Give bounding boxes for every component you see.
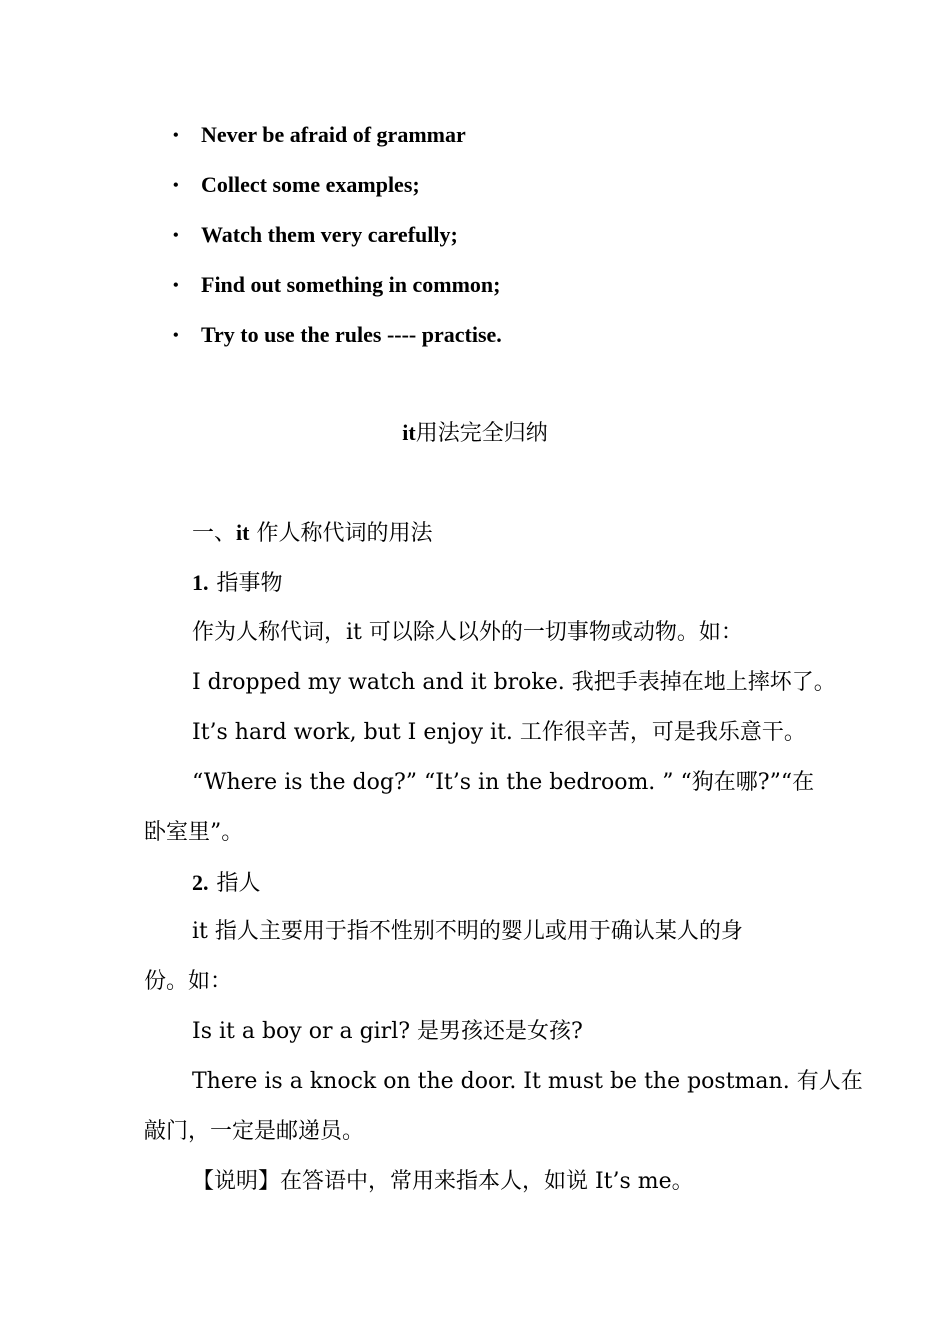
example-sentence: I dropped my watch and it broke. 我把手表掉在地上摔坏了。 <box>192 670 836 695</box>
bullet-item: • Find out something in common; <box>173 270 500 301</box>
bullet-dot: • <box>173 177 179 194</box>
example-sentence-continuation: 卧室里”。 <box>144 820 244 845</box>
example-sentence: Is it a boy or a girl? 是男孩还是女孩? <box>192 1019 583 1044</box>
paragraph: it 指人主要用于指不性别不明的婴儿或用于确认某人的身 <box>192 919 743 944</box>
section-heading: 一、it 作人称代词的用法 <box>192 520 433 546</box>
subheading: 2. 指人 <box>192 870 261 896</box>
bullet-dot: • <box>173 327 179 344</box>
bullet-item: • Collect some examples; <box>173 170 420 201</box>
bullet-dot: • <box>173 227 179 244</box>
bullet-item: • Watch them very carefully; <box>173 220 458 251</box>
subheading: 1. 指事物 <box>192 570 283 596</box>
example-sentence-continuation: 敲门，一定是邮递员。 <box>144 1119 365 1144</box>
bullet-dot: • <box>173 277 179 294</box>
example-sentence: There is a knock on the door. It must be the postman. 有人在 <box>192 1069 863 1094</box>
bullet-item: • Never be afraid of grammar <box>173 120 466 151</box>
page-title: it用法完全归纳 <box>402 420 548 446</box>
paragraph-continuation: 份。如： <box>144 969 233 994</box>
note: 【说明】在答语中，常用来指本人，如说 It’s me。 <box>192 1169 694 1194</box>
example-sentence: “Where is the dog?” “It’s in the bedroom. ” “狗在哪?”“在 <box>192 770 815 795</box>
bullet-dot: • <box>173 127 179 144</box>
example-sentence: It’s hard work, but I enjoy it. 工作很辛苦，可是我乐意干。 <box>192 720 806 745</box>
paragraph: 作为人称代词，it 可以除人以外的一切事物或动物。如： <box>192 620 743 645</box>
bullet-item: • Try to use the rules ---- practise. <box>173 320 502 351</box>
